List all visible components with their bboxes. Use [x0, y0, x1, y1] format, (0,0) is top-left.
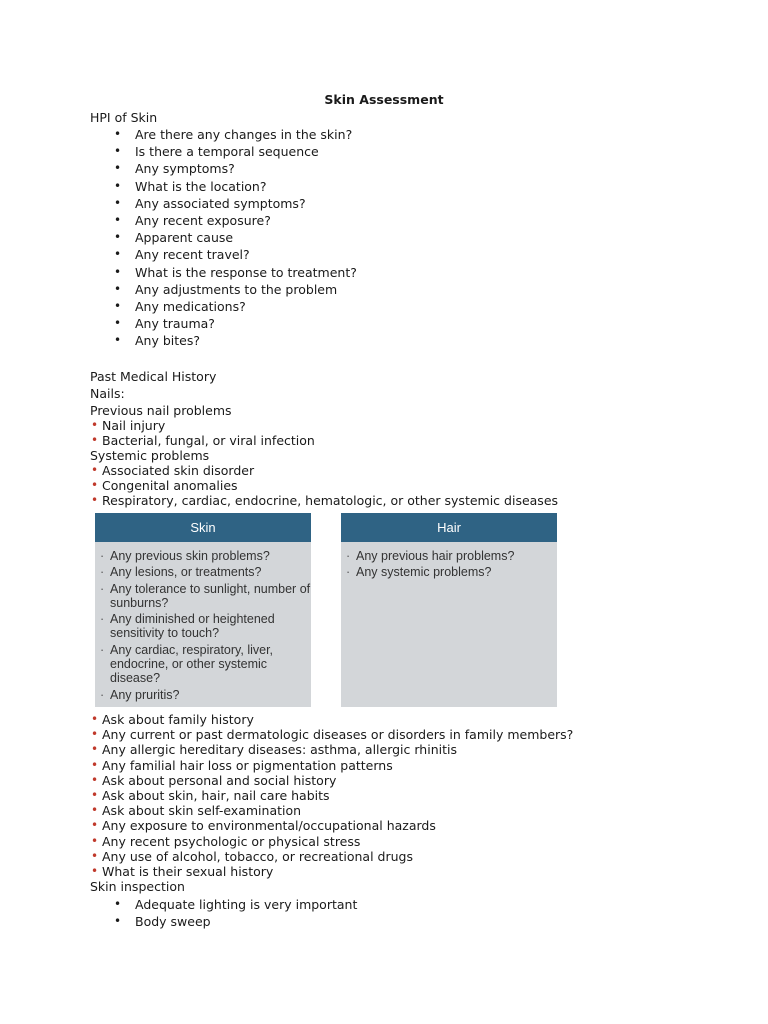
- hair-panel: [341, 513, 557, 707]
- page-title: Skin Assessment: [324, 92, 444, 107]
- list-item: • Any trauma?: [114, 316, 215, 332]
- bullet-icon: •: [91, 418, 99, 432]
- list-item: · Any previous skin problems?: [100, 548, 270, 563]
- bullet-icon: ·: [100, 642, 105, 657]
- hpi-list: [90, 126, 357, 349]
- bullet-icon: •: [91, 727, 99, 742]
- list-item: • Any recent travel?: [114, 247, 250, 263]
- list-item: • Any use of alcohol, tobacco, or recreational drugs: [91, 848, 413, 864]
- bullet-icon: •: [114, 144, 122, 159]
- bullet-icon: •: [114, 247, 122, 262]
- bullet-icon: ·: [100, 565, 105, 580]
- bullet-icon: ·: [100, 687, 105, 702]
- list-item: • Any bites?: [114, 333, 200, 349]
- list-item: • Any allergic hereditary diseases: asthma, allergic rhinitis: [91, 742, 457, 758]
- history-list: [90, 712, 573, 879]
- bullet-icon: •: [114, 298, 122, 313]
- list-item: • Congenital anomalies: [91, 478, 238, 494]
- list-item: • Ask about skin, hair, nail care habits: [91, 787, 330, 803]
- list-item: · Any pruritis?: [100, 687, 180, 702]
- hpi-heading: HPI of Skin: [90, 110, 158, 125]
- list-item: • What is the response to treatment?: [114, 264, 357, 280]
- bullet-icon: •: [91, 478, 99, 493]
- bullet-icon: •: [91, 493, 99, 508]
- bullet-icon: •: [91, 818, 99, 833]
- bullet-icon: •: [114, 230, 122, 245]
- hair-panel-list: [341, 542, 557, 579]
- list-item: • Any current or past dermatologic diseases or disorders in family members?: [91, 727, 574, 743]
- bullet-icon: •: [91, 863, 99, 878]
- bullet-icon: •: [91, 803, 99, 818]
- list-item: • Apparent cause: [114, 230, 234, 246]
- skin-panel-list: [95, 542, 311, 702]
- list-item: • What is their sexual history: [91, 863, 274, 879]
- list-item: • Any recent exposure?: [114, 212, 271, 228]
- list-item: • What is the location?: [114, 178, 267, 194]
- list-item: · Any lesions, or treatments?: [100, 565, 262, 580]
- inspection-heading: Skin inspection: [90, 879, 185, 894]
- list-item: · Any tolerance to sunlight, number of sunburns?: [100, 581, 311, 610]
- bullet-icon: •: [114, 897, 122, 911]
- bullet-icon: •: [114, 316, 122, 331]
- bullet-icon: ·: [100, 581, 105, 596]
- bullet-icon: •: [114, 127, 122, 141]
- bullet-icon: •: [114, 914, 122, 929]
- bullet-icon: •: [114, 212, 122, 227]
- pmh-heading: Past Medical History: [90, 369, 217, 384]
- prev-nail-label: Previous nail problems: [90, 403, 232, 418]
- bullet-icon: ·: [100, 612, 105, 627]
- list-item: • Nail injury: [91, 418, 166, 433]
- bullet-icon: ·: [346, 548, 351, 563]
- bullet-icon: •: [91, 433, 99, 448]
- list-item: · Any diminished or heightened sensitivity to touch?: [100, 612, 275, 641]
- bullet-icon: •: [91, 712, 99, 726]
- bullet-icon: •: [91, 833, 99, 848]
- bullet-icon: •: [114, 333, 122, 348]
- list-item: • Respiratory, cardiac, endocrine, hematologic, or other systemic diseases: [91, 493, 559, 509]
- list-item: • Any adjustments to the problem: [114, 281, 338, 297]
- list-item: • Any familial hair loss or pigmentation patterns: [91, 757, 393, 773]
- list-item: • Adequate lighting is very important: [114, 897, 358, 912]
- bullet-icon: •: [114, 264, 122, 279]
- bullet-icon: •: [91, 787, 99, 802]
- inspection-list: [90, 896, 357, 930]
- bullet-icon: •: [91, 772, 99, 787]
- bullet-icon: •: [91, 742, 99, 757]
- list-item: • Ask about skin self-examination: [91, 803, 302, 819]
- list-item: • Any associated symptoms?: [114, 195, 306, 211]
- bullet-icon: ·: [346, 565, 351, 580]
- bullet-icon: •: [114, 281, 122, 296]
- list-item: • Ask about personal and social history: [91, 772, 337, 788]
- bullet-icon: •: [114, 161, 122, 176]
- list-item: · Any cardiac, respiratory, liver, endocrine, or other systemic disease?: [100, 642, 274, 685]
- list-item: • Is there a temporal sequence: [114, 144, 319, 160]
- list-item: • Body sweep: [114, 914, 211, 930]
- list-item: • Associated skin disorder: [91, 463, 255, 478]
- list-item: · Any previous hair problems?: [346, 548, 515, 563]
- list-item: • Any medications?: [114, 298, 246, 314]
- list-item: • Any recent psychologic or physical stress: [91, 833, 361, 849]
- bullet-icon: •: [91, 757, 99, 772]
- skin-panel-header: Skin: [95, 513, 311, 542]
- bullet-icon: •: [91, 848, 99, 863]
- bullet-icon: •: [91, 463, 99, 477]
- bullet-icon: ·: [100, 548, 105, 563]
- systemic-label: Systemic problems: [90, 448, 210, 463]
- bullet-icon: •: [114, 178, 122, 193]
- nails-label: Nails:: [90, 386, 125, 401]
- bullet-icon: •: [114, 195, 122, 210]
- list-item: · Any systemic problems?: [346, 565, 492, 580]
- systemic-list: [90, 463, 558, 509]
- list-item: • Ask about family history: [91, 712, 254, 727]
- list-item: • Any symptoms?: [114, 161, 235, 177]
- hair-panel-header: Hair: [341, 513, 557, 542]
- skin-panel: [95, 513, 311, 707]
- prev-nail-list: [90, 418, 315, 448]
- list-item: • Are there any changes in the skin?: [114, 127, 353, 142]
- list-item: • Bacterial, fungal, or viral infection: [91, 433, 315, 449]
- list-item: • Any exposure to environmental/occupational hazards: [91, 818, 436, 834]
